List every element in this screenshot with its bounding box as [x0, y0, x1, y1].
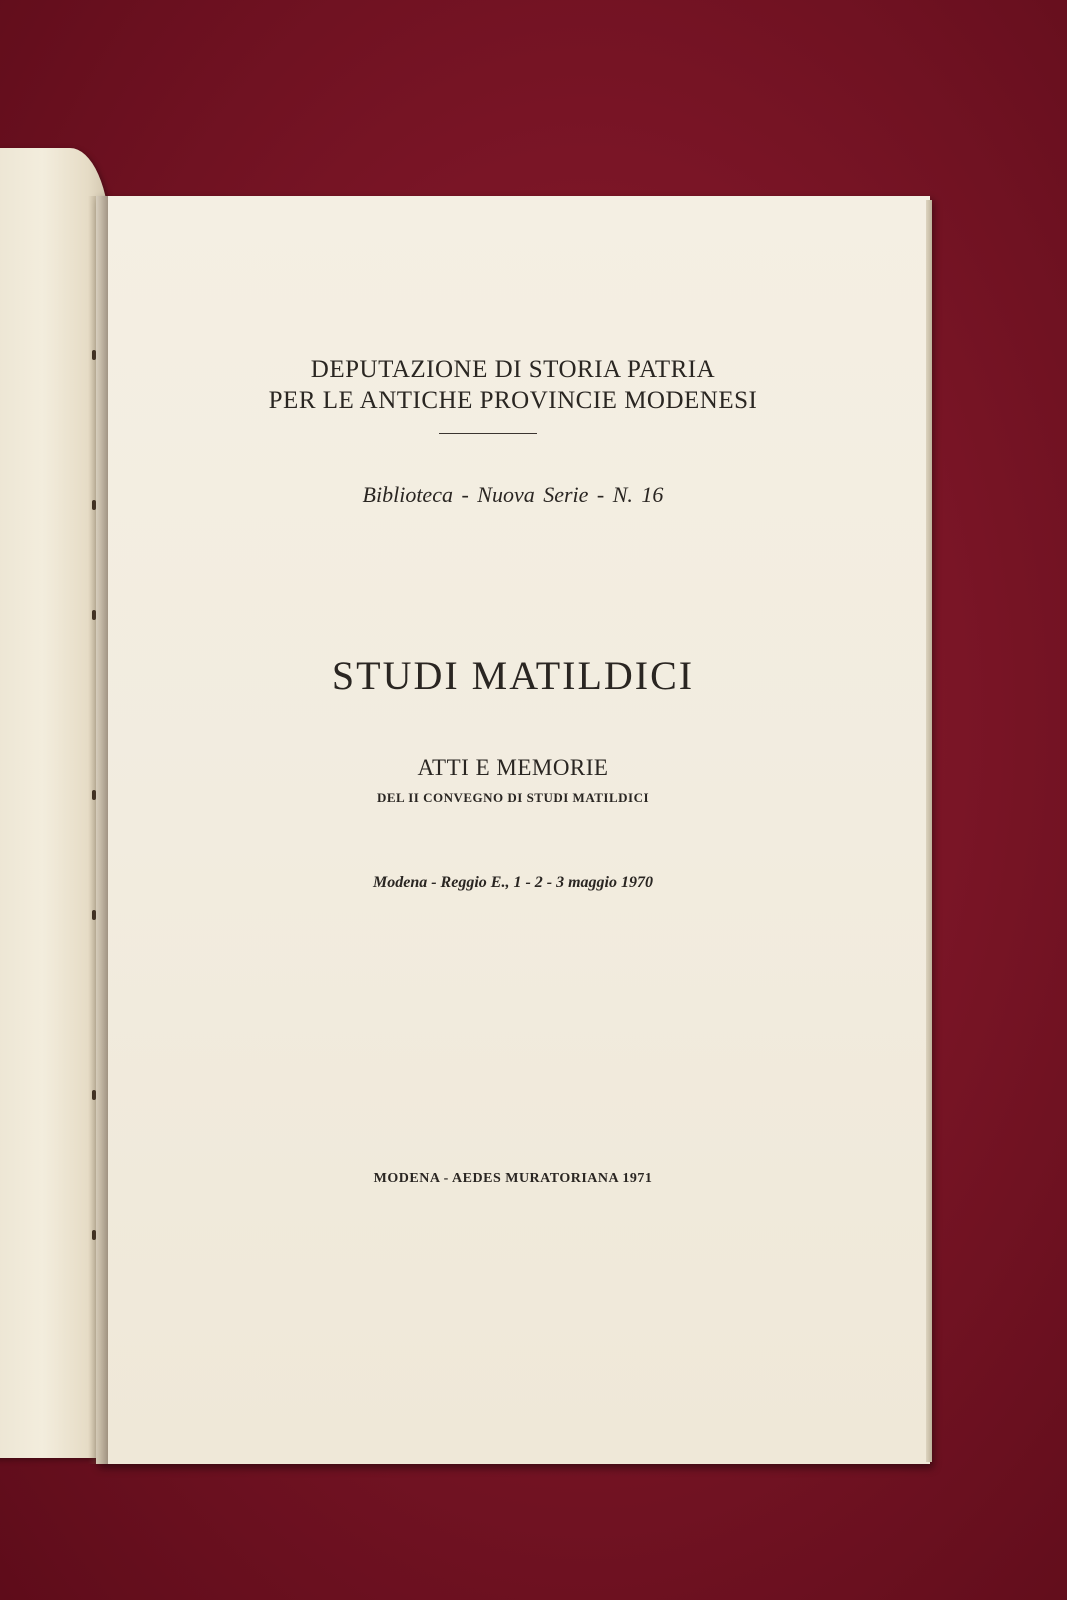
subtitle-detail: DEL II CONVEGNO DI STUDI MATILDICI	[376, 790, 650, 805]
book-subtitle: ATTI E MEMORIE	[417, 755, 609, 780]
divider-rule	[439, 433, 537, 434]
publisher-line: PER LE ANTICHE PROVINCIE MODENESI	[268, 387, 758, 414]
place-date: Modena - Reggio E., 1 - 2 - 3 maggio 1970	[373, 874, 653, 891]
publisher-heading	[96, 354, 930, 416]
series-line: Biblioteca - Nuova Serie - N. 16	[362, 482, 664, 507]
title-page-content	[96, 196, 930, 1464]
book-title: STUDI MATILDICI	[331, 653, 695, 698]
publisher-line: DEPUTAZIONE DI STORIA PATRIA	[310, 356, 716, 383]
imprint: MODENA - AEDES MURATORIANA 1971	[373, 1171, 653, 1186]
